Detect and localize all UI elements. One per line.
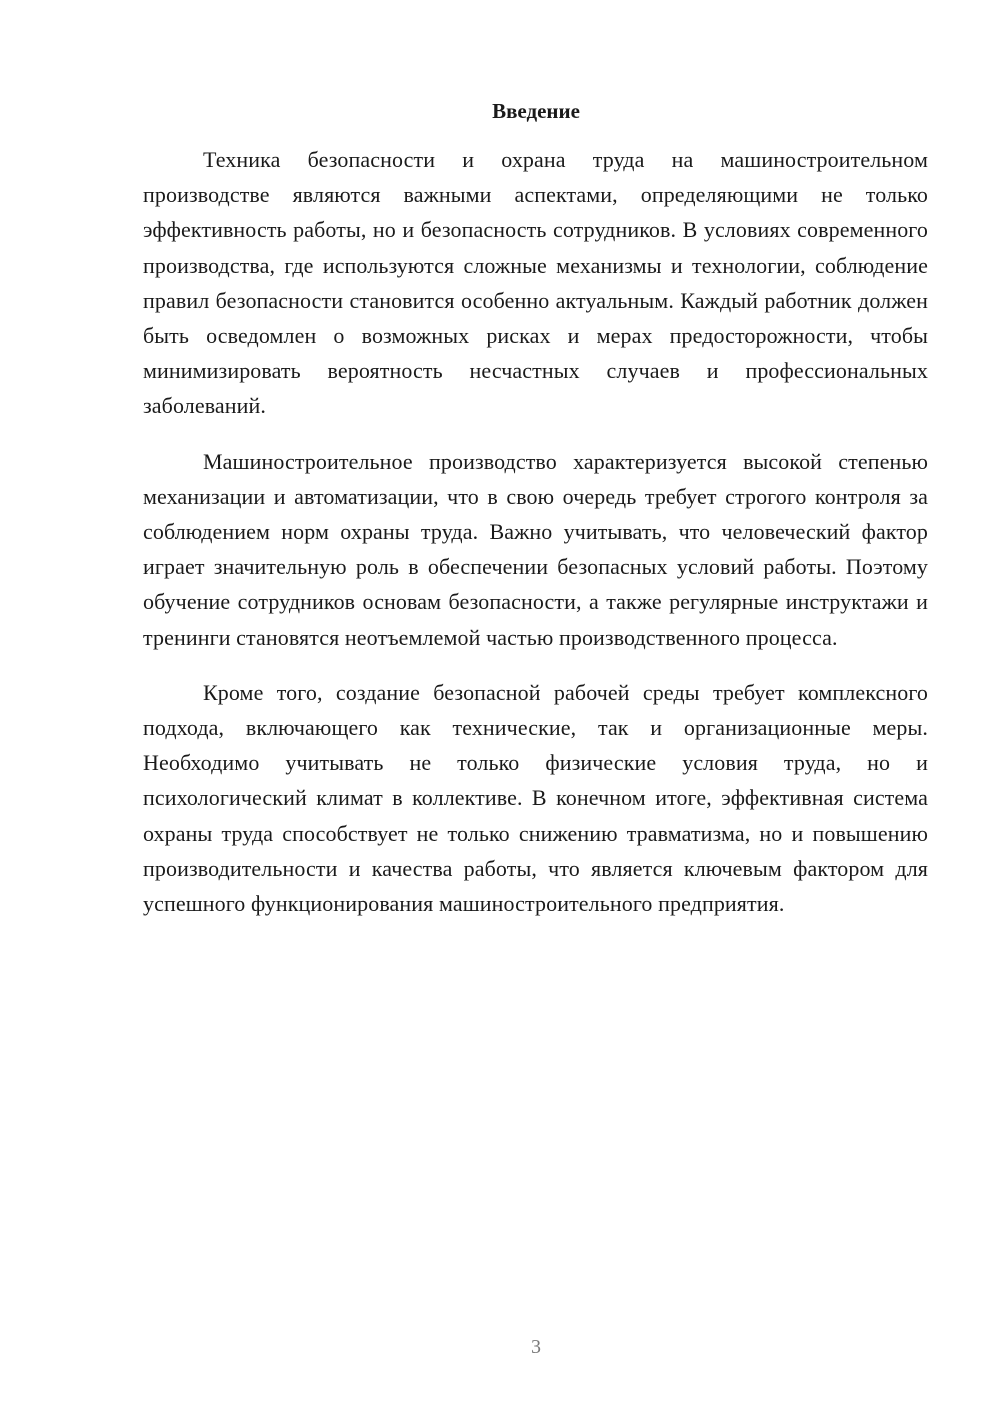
section-heading: Введение [492, 99, 580, 123]
paragraph-1: Техника безопасности и охрана труда на машиностроительном производстве являются важными аспектами, определяющими не только эффективность работы, но и безопасность сотрудников. В условиях современного производства, где используются сложные механизмы и технологии, соблюдение правил безопасности становится особенно актуальным. Каждый работник должен быть осведомлен о возможных рисках и мерах предосторожности, чтобы минимизировать вероятность несчастных случаев и профессиональных заболеваний. [143, 147, 928, 419]
paragraph-2: Машиностроительное производство характеризуется высокой степенью механизации и автоматизации, что в свою очередь требует строгого контроля за соблюдением норм охраны труда. Важно учитывать, что человеческий фактор играет значительную роль в обеспечении безопасных условий работы. Поэтому обучение сотрудников основам безопасности, а также регулярные инструктажи и тренинги становятся неотъемлемой частью производственного процесса. [143, 448, 928, 650]
paragraph-3: Кроме того, создание безопасной рабочей среды требует комплексного подхода, включающего как технические, так и организационные меры. Необходимо учитывать не только физические условия труда, но и психологический климат в коллективе. В конечном итоге, эффективная система охраны труда способствует не только снижению травматизма, но и повышению производительности и качества работы, что является ключевым фактором для успешного функционирования машиностроительного предприятия. [143, 679, 928, 917]
page-number: 3 [531, 1336, 541, 1358]
body-text [143, 142, 928, 941]
